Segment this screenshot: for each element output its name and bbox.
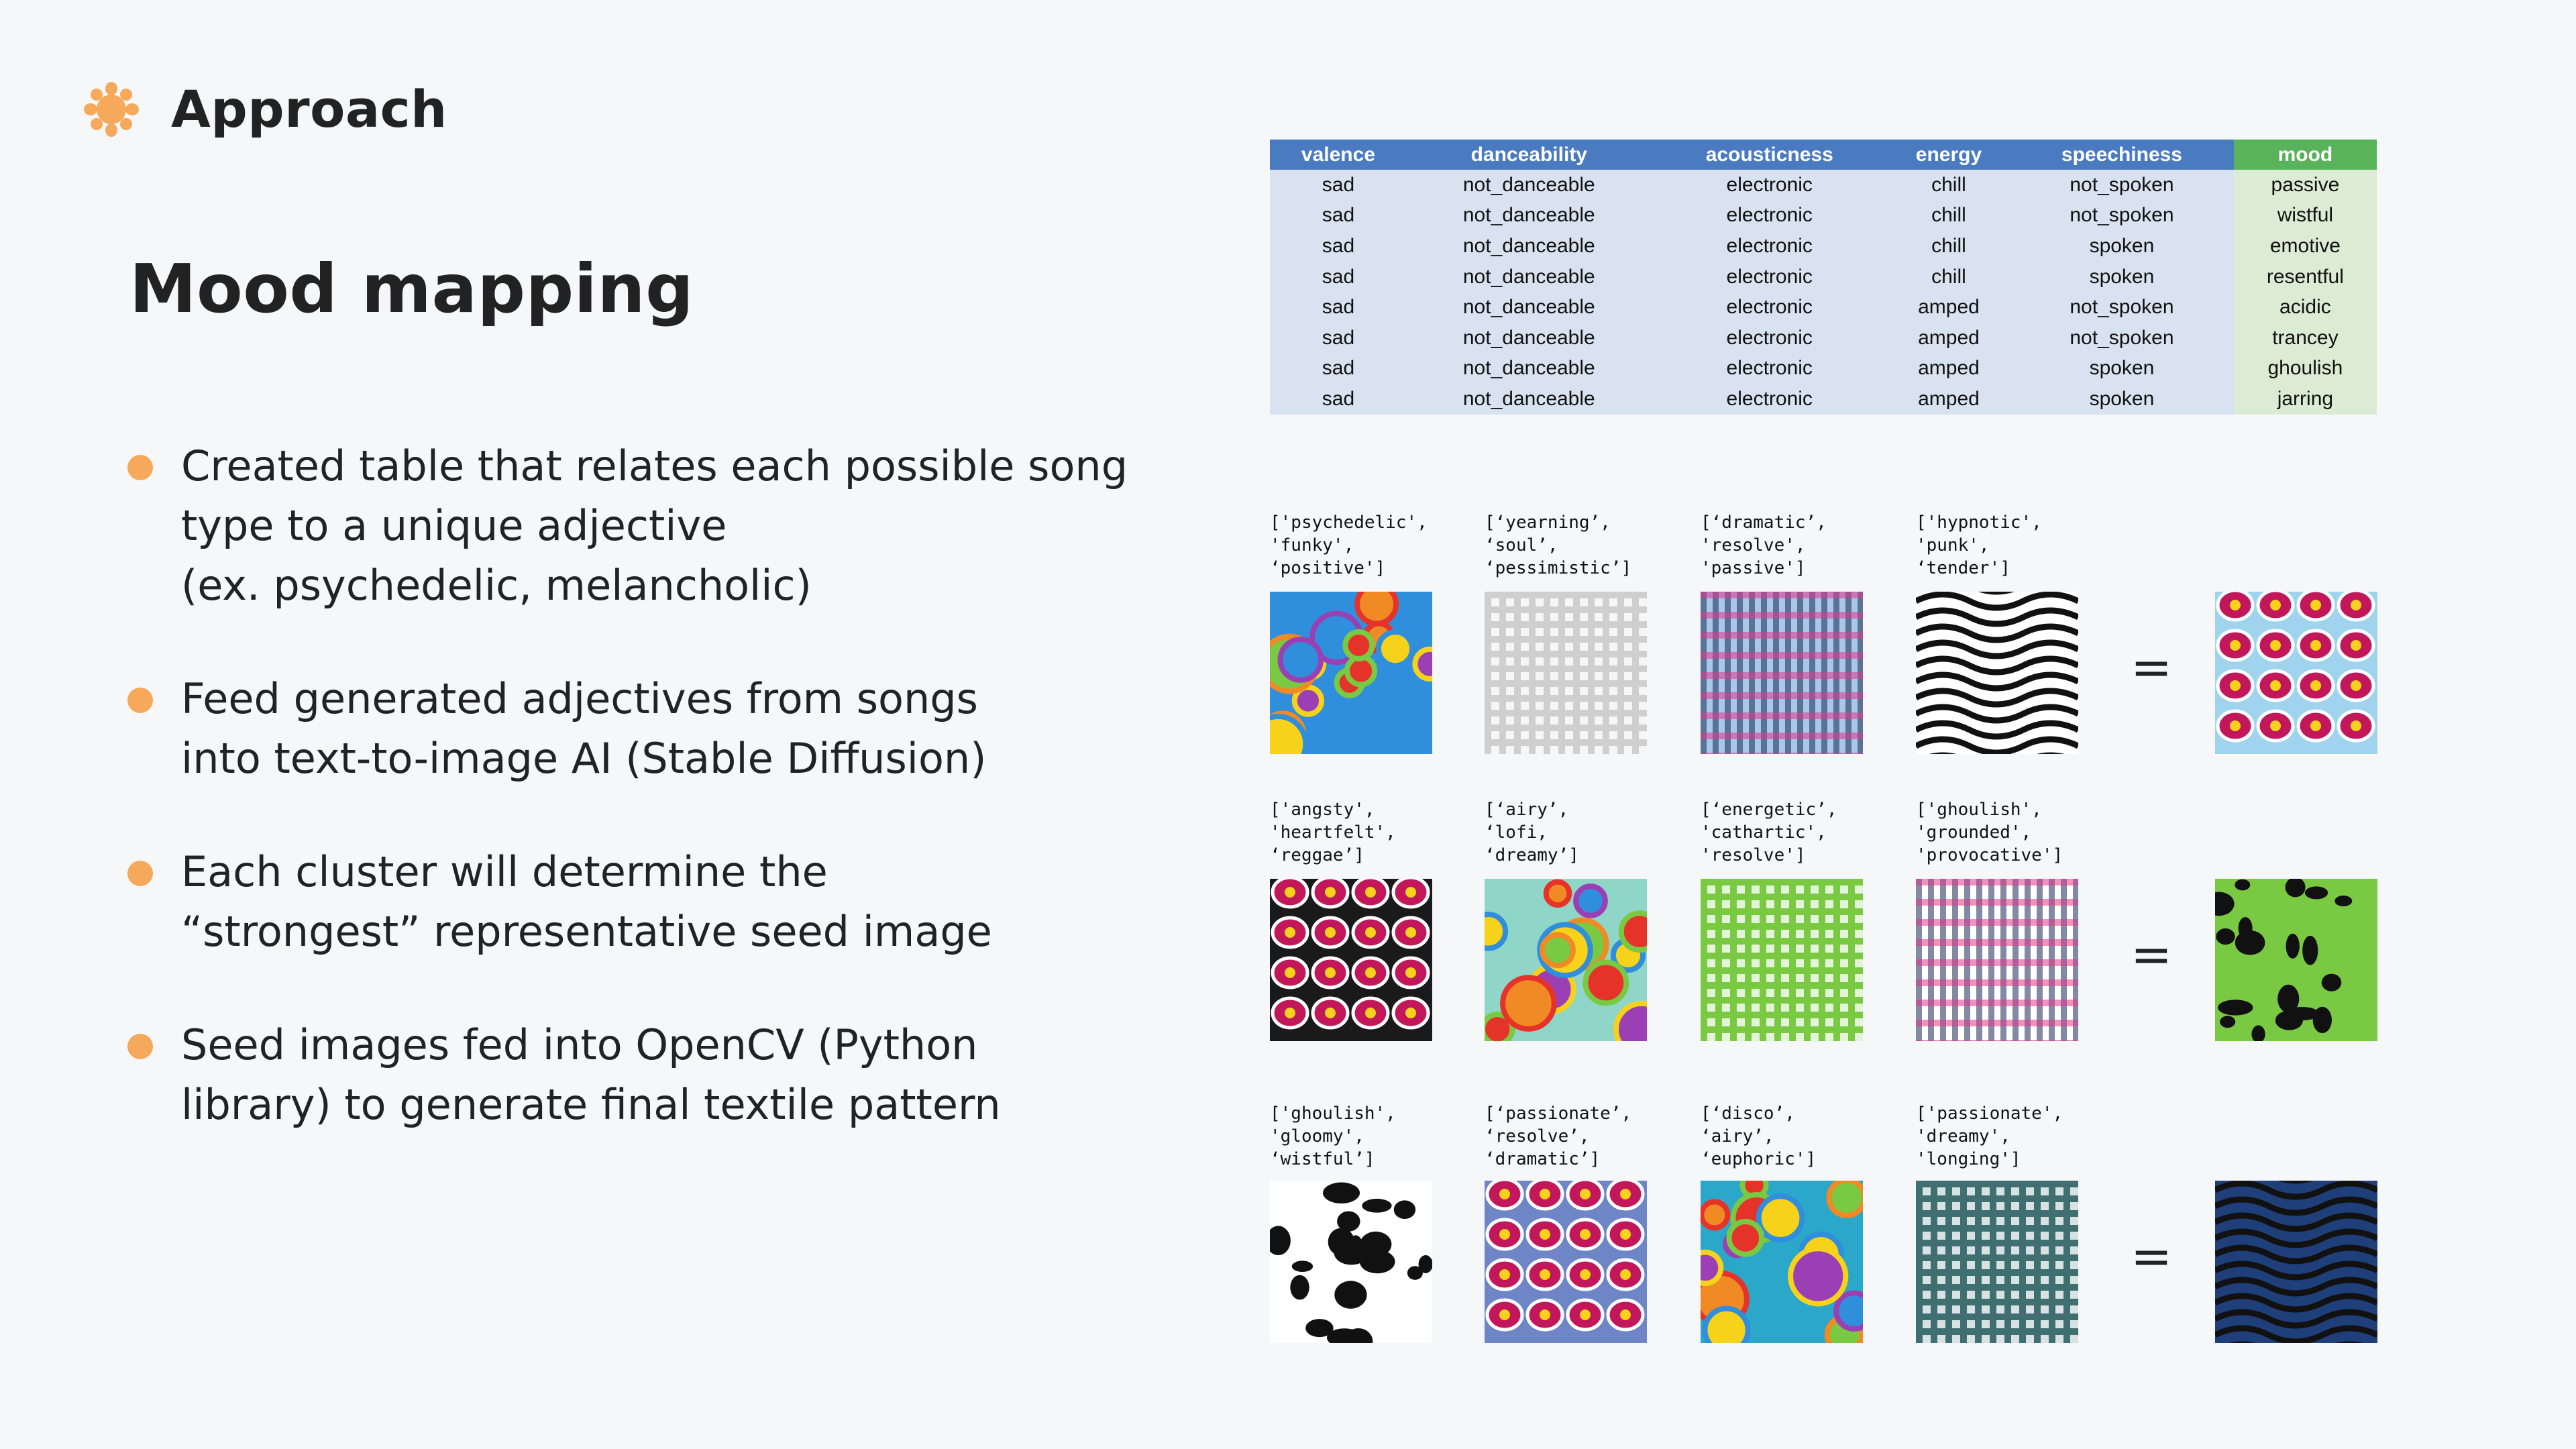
bullet-text: [181, 669, 986, 788]
table-cell: ghoulish: [2234, 354, 2377, 384]
seed-image: [1916, 879, 2078, 1041]
table-cell: not_danceable: [1407, 384, 1652, 415]
result-pattern-image: [2215, 1181, 2377, 1343]
seed-image: [1701, 879, 1863, 1041]
table-cell: not_danceable: [1407, 170, 1652, 201]
prompt-label: ['ghoulish', 'gloomy', ‘wistful’]: [1270, 1104, 1396, 1169]
seed-pattern-image: [1701, 1181, 1863, 1343]
header-mood: mood: [2234, 140, 2377, 170]
section-header: [84, 79, 447, 139]
seed-image: [1916, 592, 2078, 754]
equals-sign: =: [2131, 639, 2173, 696]
seed-pattern-image: [1485, 592, 1647, 754]
table-cell: amped: [1888, 292, 2010, 323]
seed-pattern-image: [1916, 879, 2078, 1041]
table-cell: wistful: [2234, 201, 2377, 231]
bullet-line: type to a unique adjective: [181, 501, 727, 550]
result-pattern-image: [2215, 592, 2377, 754]
table-cell: not_danceable: [1407, 231, 1652, 262]
seed-pattern-image: [1701, 879, 1863, 1041]
seed-image: [1701, 1181, 1863, 1343]
prompt-label: [‘passionate’, ‘resolve’, ‘dramatic’]: [1485, 1104, 1632, 1169]
table-cell: electronic: [1652, 292, 1888, 323]
bullet-line: Each cluster will determine the: [181, 847, 828, 896]
prompt-label: [‘disco’, ‘airy’, ‘euphoric']: [1701, 1104, 1817, 1169]
table-row: [1270, 231, 2377, 262]
table-row: [1270, 354, 2377, 384]
table-cell: resentful: [2234, 262, 2377, 292]
bullet-item: [127, 1015, 1174, 1134]
table-cell: sad: [1270, 201, 1407, 231]
seed-image: [1916, 1181, 2078, 1343]
table-row: [1270, 201, 2377, 231]
seed-pattern-image: [1270, 1181, 1432, 1343]
prompt-label: [‘dramatic’, 'resolve', 'passive']: [1701, 513, 1827, 578]
seed-pattern-image: [1485, 1181, 1647, 1343]
table-row: [1270, 323, 2377, 354]
result-textile-image: [2215, 592, 2377, 754]
table-cell: electronic: [1652, 201, 1888, 231]
bullet-text: [181, 1015, 1001, 1134]
bullet-dot: [127, 1034, 153, 1059]
seed-image: [1485, 592, 1647, 754]
table-cell: not_danceable: [1407, 201, 1652, 231]
table-cell: spoken: [2010, 231, 2234, 262]
table-cell: not_spoken: [2010, 170, 2234, 201]
table-cell: emotive: [2234, 231, 2377, 262]
prompt-label: ['angsty', 'heartfelt', ‘reggae’]: [1270, 800, 1396, 865]
table-cell: amped: [1888, 354, 2010, 384]
bullet-item: [127, 436, 1174, 615]
seed-pattern-image: [1916, 592, 2078, 754]
bullet-dot: [127, 861, 153, 886]
header-speechiness: speechiness: [2010, 140, 2234, 170]
table-cell: trancey: [2234, 323, 2377, 354]
bullet-line: (ex. psychedelic, melancholic): [181, 561, 812, 610]
bullet-line: Feed generated adjectives from songs: [181, 674, 978, 723]
table-cell: sad: [1270, 170, 1407, 201]
table-body: [1270, 170, 2377, 415]
bullet-item: [127, 842, 1174, 961]
prompt-label: ['psychedelic', 'funky', ‘positive']: [1270, 513, 1428, 578]
section-title: Approach: [171, 79, 447, 139]
seed-image: [1485, 1181, 1647, 1343]
table-row: [1270, 384, 2377, 415]
table-cell: sad: [1270, 354, 1407, 384]
result-textile-image: [2215, 1181, 2377, 1343]
prompt-label: ['ghoulish', 'grounded', 'provocative']: [1916, 800, 2063, 865]
bullet-line: Created table that relates each possible song: [181, 441, 1128, 490]
table-cell: electronic: [1652, 231, 1888, 262]
header-danceability: danceability: [1407, 140, 1652, 170]
table-cell: not_spoken: [2010, 323, 2234, 354]
table-cell: jarring: [2234, 384, 2377, 415]
result-textile-image: [2215, 879, 2377, 1041]
table-cell: amped: [1888, 384, 2010, 415]
table-cell: electronic: [1652, 262, 1888, 292]
bullet-line: Seed images fed into OpenCV (Python: [181, 1020, 978, 1069]
table-cell: spoken: [2010, 354, 2234, 384]
table-cell: acidic: [2234, 292, 2377, 323]
table-cell: sad: [1270, 384, 1407, 415]
table-cell: sad: [1270, 262, 1407, 292]
header-valence: valence: [1270, 140, 1407, 170]
bullet-dot: [127, 455, 153, 480]
table-cell: not_spoken: [2010, 292, 2234, 323]
bullet-text: [181, 842, 992, 961]
seed-pattern-image: [1270, 879, 1432, 1041]
table-cell: electronic: [1652, 384, 1888, 415]
prompt-label: [‘yearning’, ‘soul’, ‘pessimistic’]: [1485, 513, 1632, 578]
seed-image: [1270, 1181, 1432, 1343]
bullet-text: [181, 436, 1128, 615]
bullet-line: into text-to-image AI (Stable Diffusion): [181, 734, 987, 783]
table-cell: chill: [1888, 231, 2010, 262]
table-cell: spoken: [2010, 262, 2234, 292]
seed-image: [1270, 879, 1432, 1041]
bullet-list: [127, 436, 1174, 1188]
table-row: [1270, 170, 2377, 201]
table-cell: sad: [1270, 323, 1407, 354]
table-cell: passive: [2234, 170, 2377, 201]
sun-icon: [84, 82, 139, 137]
table-cell: electronic: [1652, 170, 1888, 201]
bullet-line: “strongest” representative seed image: [181, 907, 992, 956]
table-cell: not_danceable: [1407, 262, 1652, 292]
table-cell: not_spoken: [2010, 201, 2234, 231]
table-cell: not_danceable: [1407, 323, 1652, 354]
page-title: Mood mapping: [129, 250, 694, 328]
table-cell: amped: [1888, 323, 2010, 354]
header-acousticness: acousticness: [1652, 140, 1888, 170]
table-header-row: [1270, 140, 2377, 170]
prompt-label: [‘airy’, ‘lofi, ‘dreamy’]: [1485, 800, 1579, 865]
equals-sign: =: [2131, 1228, 2173, 1285]
seed-pattern-image: [1916, 1181, 2078, 1343]
seed-pattern-image: [1270, 592, 1432, 754]
prompt-label: ['hypnotic', 'punk', ‘tender']: [1916, 513, 2042, 578]
table-row: [1270, 262, 2377, 292]
table-cell: sad: [1270, 292, 1407, 323]
table-cell: not_danceable: [1407, 354, 1652, 384]
table-cell: chill: [1888, 170, 2010, 201]
table-cell: sad: [1270, 231, 1407, 262]
bullet-item: [127, 669, 1174, 788]
seed-image: [1485, 879, 1647, 1041]
seed-pattern-image: [1485, 879, 1647, 1041]
prompt-label: [‘energetic’, 'cathartic', 'resolve']: [1701, 800, 1837, 865]
seed-pattern-image: [1701, 592, 1863, 754]
table-cell: electronic: [1652, 323, 1888, 354]
mood-table: [1270, 140, 2377, 415]
equals-sign: =: [2131, 926, 2173, 983]
table-cell: electronic: [1652, 354, 1888, 384]
table-cell: spoken: [2010, 384, 2234, 415]
seed-image: [1270, 592, 1432, 754]
table-cell: chill: [1888, 262, 2010, 292]
seed-image: [1701, 592, 1863, 754]
bullet-line: library) to generate final textile pattern: [181, 1080, 1001, 1129]
prompt-label: ['passionate', 'dreamy', 'longing']: [1916, 1104, 2063, 1169]
header-energy: energy: [1888, 140, 2010, 170]
result-pattern-image: [2215, 879, 2377, 1041]
bullet-dot: [127, 688, 153, 713]
table-cell: chill: [1888, 201, 2010, 231]
table-cell: not_danceable: [1407, 292, 1652, 323]
table-row: [1270, 292, 2377, 323]
